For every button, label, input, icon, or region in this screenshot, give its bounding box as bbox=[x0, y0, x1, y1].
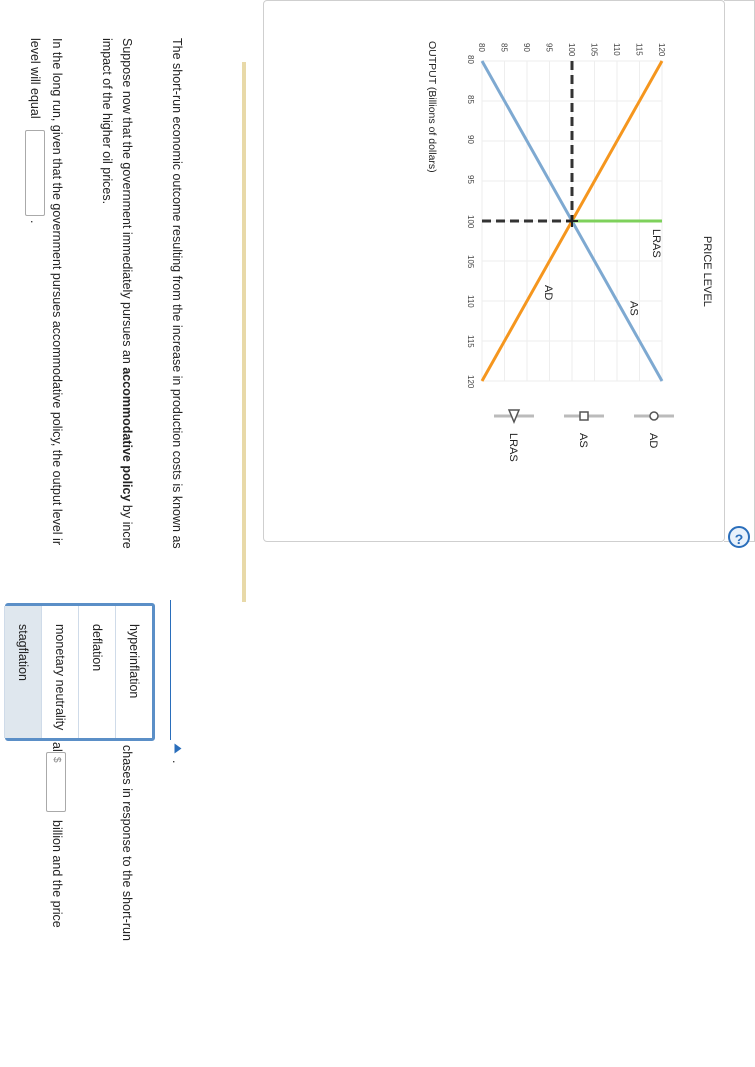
graph-svg bbox=[264, 1, 724, 541]
x-tick-label: 85 bbox=[466, 95, 475, 104]
price-level-input[interactable] bbox=[25, 130, 45, 216]
circle-marker-icon[interactable] bbox=[650, 412, 658, 420]
y-tick-label: 90 bbox=[522, 43, 531, 52]
option-stagflation[interactable]: stagflation bbox=[4, 606, 41, 738]
y-tick-label: 80 bbox=[477, 43, 486, 52]
y-tick-label: 105 bbox=[589, 43, 599, 57]
lras-curve-label: LRAS bbox=[650, 229, 662, 258]
as-curve-label: AS bbox=[627, 301, 640, 316]
question-2-line-1 bbox=[119, 38, 135, 549]
x-tick-label: 105 bbox=[466, 255, 475, 269]
help-bar bbox=[724, 0, 755, 547]
output-level-input[interactable]: $ bbox=[46, 752, 66, 812]
x-tick-label: 115 bbox=[466, 335, 475, 348]
legend-label: LRAS bbox=[507, 433, 519, 462]
x-axis-label: OUTPUT (Billions of dollars) bbox=[426, 41, 438, 173]
y-tick-label: 115 bbox=[634, 43, 644, 56]
x-tick-label: 90 bbox=[466, 135, 475, 144]
question-2-text-b: by incre bbox=[120, 501, 134, 549]
question-1-text: The short-run economic outcome resulting from the increase in production costs is known as bbox=[170, 38, 184, 549]
help-icon[interactable]: ? bbox=[728, 526, 750, 548]
x-tick-label: 100 bbox=[466, 215, 475, 229]
question-1 bbox=[169, 38, 185, 549]
question-2-text-a: Suppose now that the government immediately pursues an bbox=[120, 38, 134, 368]
option-deflation[interactable]: deflation bbox=[78, 606, 115, 738]
y-tick-label: 110 bbox=[612, 43, 621, 56]
option-monetary-neutrality[interactable]: monetary neutrality bbox=[41, 606, 78, 738]
x-tick-label: 120 bbox=[466, 375, 475, 389]
legend-label: AS bbox=[577, 433, 589, 448]
legend bbox=[494, 410, 674, 462]
outcome-dropdown[interactable] bbox=[170, 600, 185, 740]
y-tick-label: 120 bbox=[657, 43, 666, 57]
y-tick-label: 85 bbox=[499, 43, 509, 52]
outcome-dropdown-menu[interactable] bbox=[5, 603, 155, 741]
question-3-line-1: In the long run, given that the government pursues accommodative policy, the output level ir bbox=[50, 38, 64, 546]
legend-label: AD bbox=[647, 433, 659, 449]
dropdown-arrow-icon[interactable] bbox=[175, 744, 182, 754]
x-tick-label: 95 bbox=[466, 175, 475, 184]
x-tick-label: 80 bbox=[466, 55, 475, 64]
question-3-fragment: al bbox=[50, 742, 64, 752]
question-2-line-2: impact of the higher oil prices. bbox=[100, 38, 114, 205]
question-3-line-2: level will equal bbox=[28, 38, 42, 119]
ad-curve-label: AD bbox=[542, 285, 554, 301]
question-3-line-1-end: billion and the price bbox=[50, 820, 64, 928]
square-marker-icon[interactable] bbox=[580, 412, 588, 420]
y-tick-label: 100 bbox=[567, 43, 576, 57]
option-hyperinflation[interactable]: hyperinflation bbox=[115, 606, 152, 738]
x-tick-label: 110 bbox=[466, 295, 475, 308]
y-axis-label: PRICE LEVEL bbox=[701, 236, 713, 307]
question-accent-bar bbox=[242, 62, 246, 602]
question-1-end: . bbox=[170, 760, 184, 764]
question-3-end: . bbox=[28, 220, 42, 224]
y-tick-label: 95 bbox=[544, 43, 554, 52]
graph-panel bbox=[263, 0, 725, 542]
question-2-line-1-end: chases in response to the short-run bbox=[120, 745, 134, 941]
question-2-bold: accommodative policy bbox=[120, 367, 134, 502]
